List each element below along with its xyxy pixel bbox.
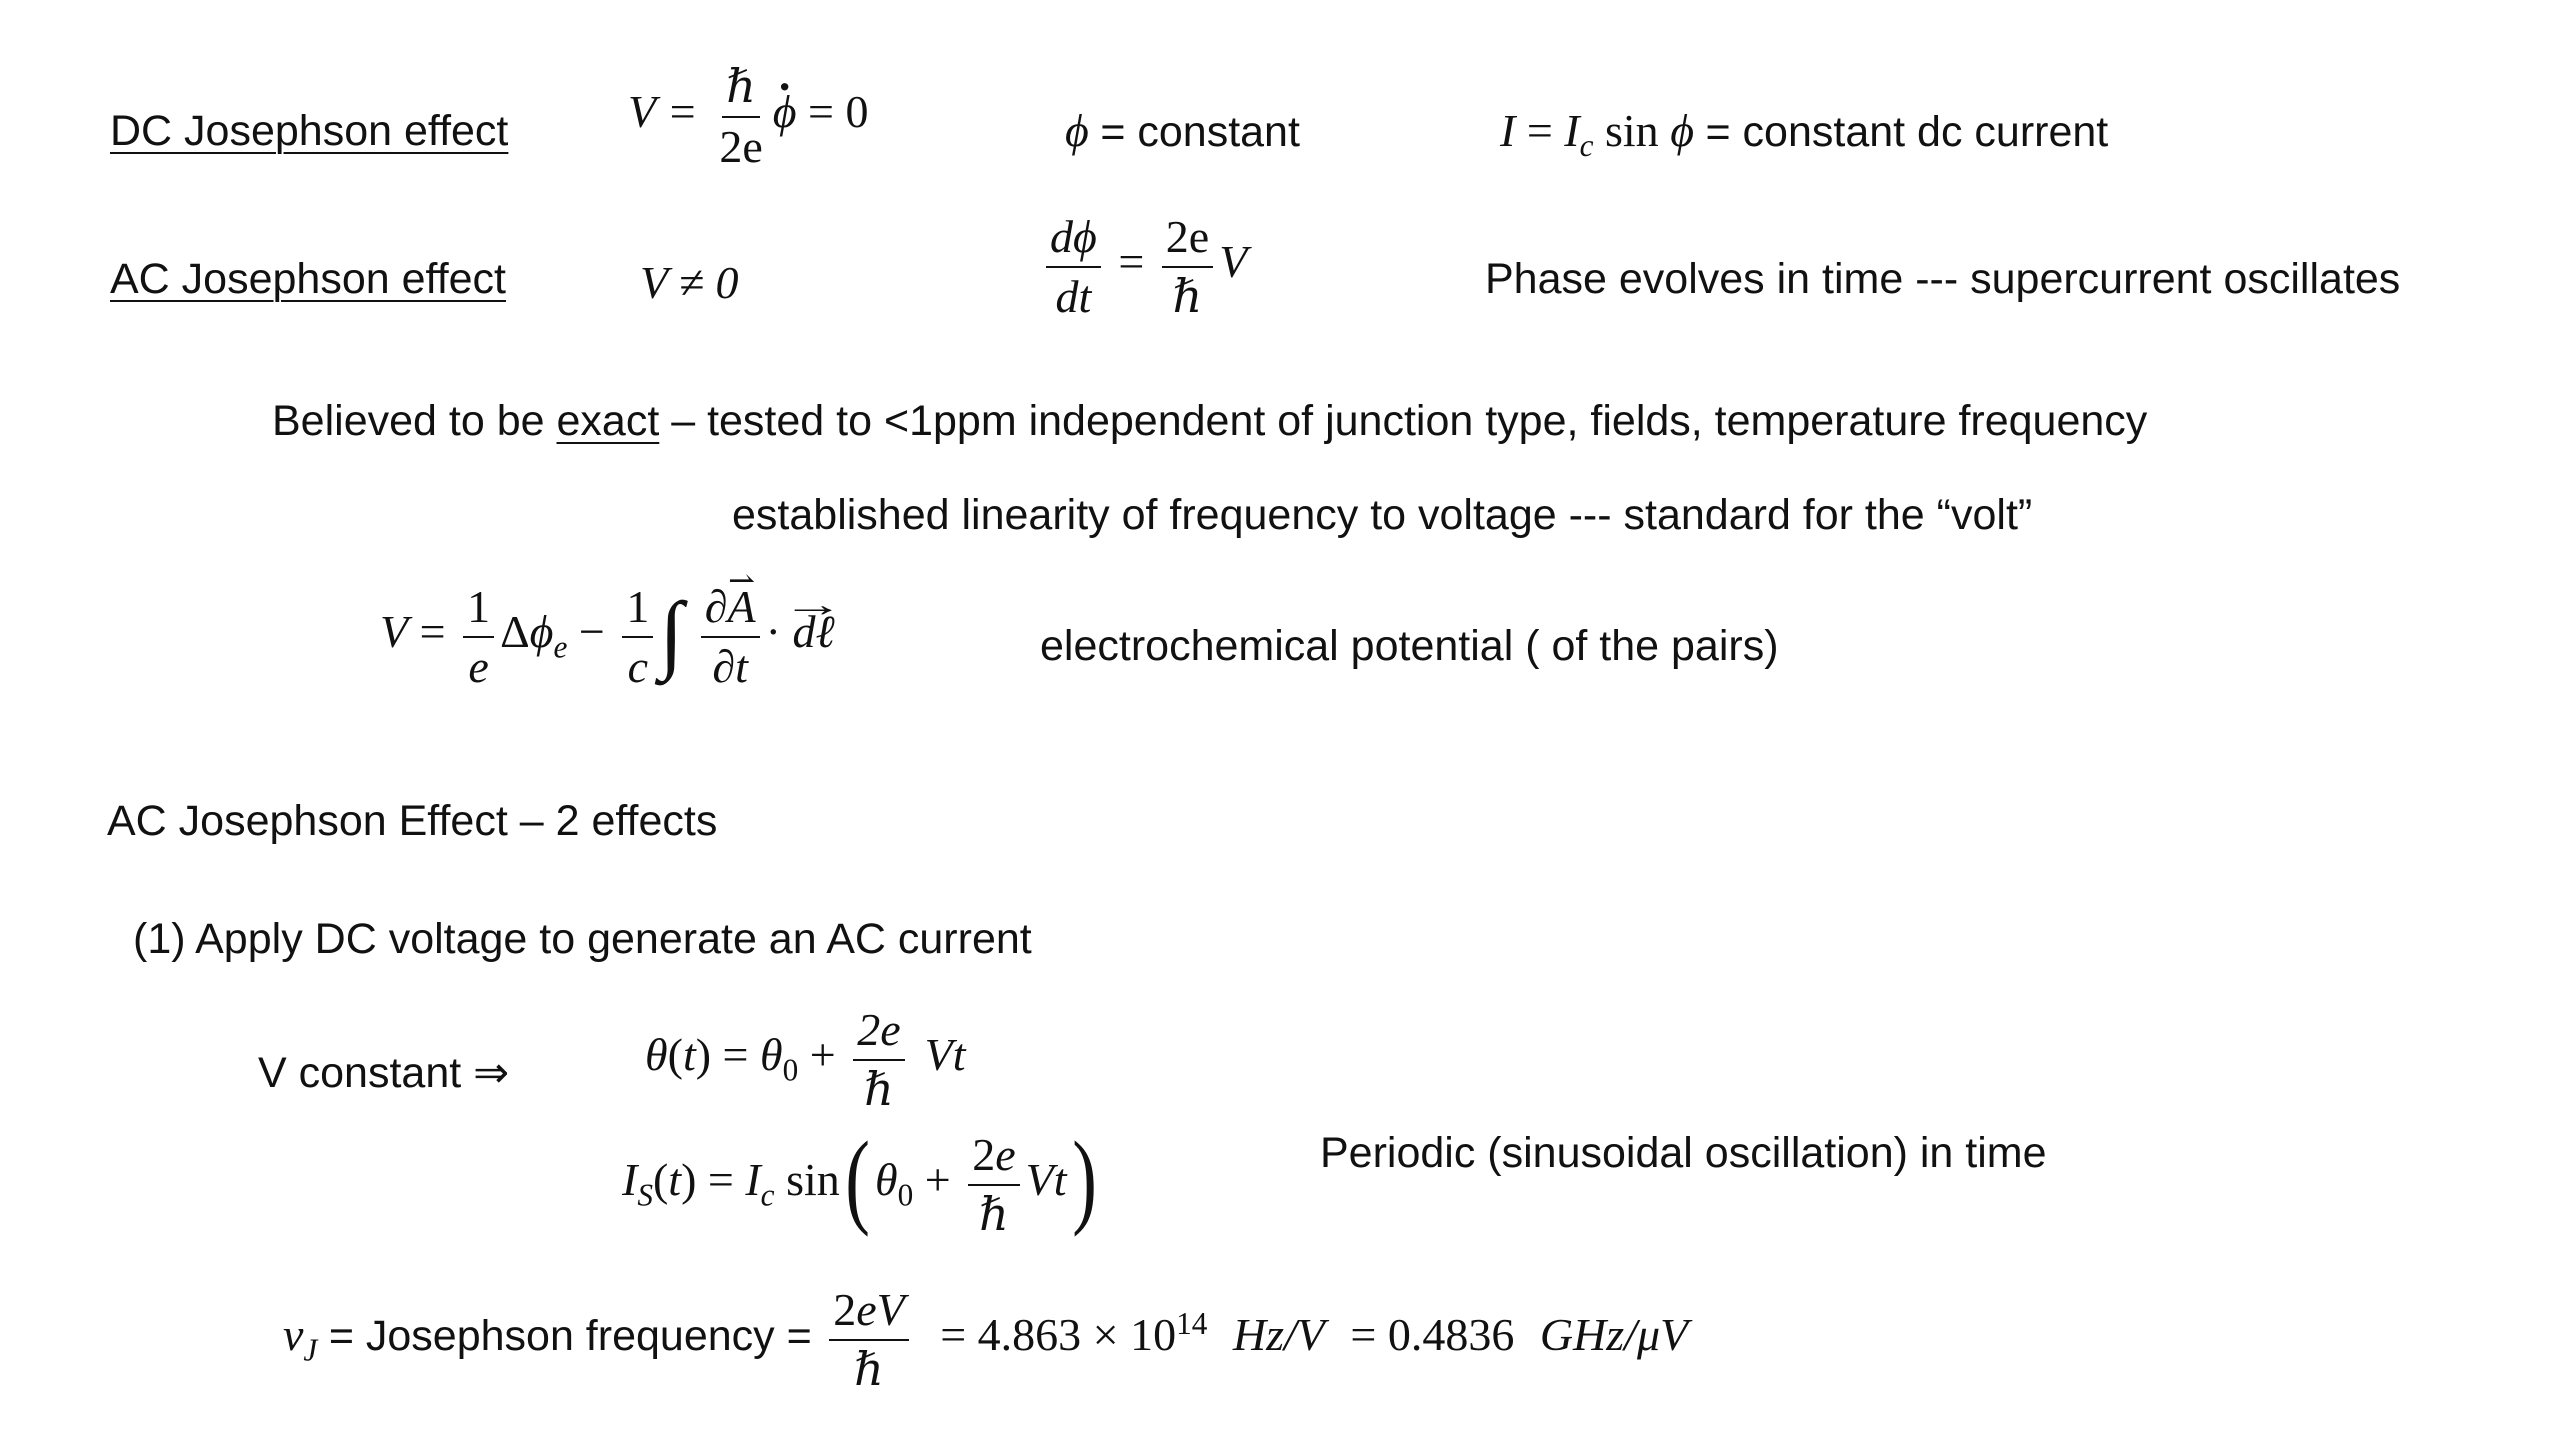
frac-num-2e: 2e: [1162, 212, 1213, 268]
frequency-exponent: 14: [1176, 1305, 1208, 1341]
periodic-description: Periodic (sinusoidal oscillation) in time: [1320, 1129, 2047, 1177]
phase-constant: [1065, 105, 1300, 156]
frac-den: 2e: [719, 120, 763, 172]
phase-evolution-equation: $\frac{d\phi}{dt}$ = $\frac{2e}{\text{ℏ}}$ V: [1040, 212, 1247, 321]
hbar-over-2e: [715, 62, 766, 171]
dphi: dϕ: [1046, 212, 1101, 268]
volt-standard-line: established linearity of frequency to voltage --- standard for the “volt”: [732, 491, 2033, 539]
frequency-unit-1: Hz/V: [1232, 1309, 1325, 1361]
ac-effect-label: AC Josephson effect: [110, 255, 507, 303]
2e-over-hbar-is: $\frac{2e}{\text{ℏ}}$: [968, 1130, 1019, 1239]
dA-dt: $\frac{\partial⇀ A}{\partial t}$: [701, 582, 760, 691]
exactness-emphasis: exact: [556, 397, 660, 445]
one-over-c: $\frac{1}{c}$: [622, 582, 653, 691]
section-title: AC Josephson Effect – 2 effects: [107, 797, 718, 845]
dc-eq-lhs: V =: [628, 86, 698, 138]
ac-voltage-text: V ≠ 0: [640, 257, 739, 308]
electrochemical-equation: V = $\frac{1}{e}$ $\Delta\phi_e$ − $\frac{1}{c}$ ∫ $\frac{\partial⇀ A}{\partial t}$ · → dℓ: [380, 582, 835, 691]
frac-num: ℏ: [722, 62, 760, 118]
dc-voltage-equation: [628, 62, 869, 171]
phi-dot: · ϕ: [773, 89, 797, 135]
phi-symbol: ϕ: [1065, 105, 1089, 156]
phase-constant-text: = constant: [1100, 108, 1300, 156]
2eV-over-hbar: $\frac{2eV}{\text{ℏ}}$: [829, 1285, 909, 1394]
exactness-line: [272, 397, 2148, 445]
one-over-e: $\frac{1}{e}$: [463, 582, 494, 691]
2e-over-hbar: [1162, 212, 1213, 321]
frequency-value-2: = 0.4836: [1350, 1309, 1515, 1361]
dc-current-equation: $I = I_c$ sin ϕ = constant dc current: [1500, 105, 2109, 164]
dc-eq-rhs: = 0: [808, 86, 869, 138]
frequency-unit-2: GHz/μV: [1539, 1309, 1689, 1361]
dc-effect-label: DC Josephson effect: [110, 107, 509, 155]
2e-over-hbar-theta: $\frac{2e}{\text{ℏ}}$: [853, 1005, 904, 1114]
supercurrent-equation: $I_S(t) = I_c$ sin( $\theta_0$ + $\frac{2e}{\text{ℏ}}$ Vt): [622, 1119, 1097, 1240]
exactness-suffix: – tested to <1ppm independent of junction type, fields, temperature frequency: [659, 397, 2148, 445]
dphi-dt: [1046, 212, 1101, 321]
josephson-frequency-equation: $\nu_J$ = Josephson frequency = $\frac{2eV}{\text{ℏ}}$ = $4.863 \times 10^{14}$ Hz/V = 0.4836 GHz/μV: [283, 1284, 1689, 1395]
item-1: (1) Apply DC voltage to generate an AC current: [133, 915, 1032, 963]
dt: dt: [1055, 270, 1092, 322]
frac-den-hbar: ℏ: [1172, 270, 1203, 322]
electrochemical-description: electrochemical potential ( of the pairs): [1040, 622, 1779, 670]
dc-current-text: = constant dc current: [1705, 108, 2109, 156]
ac-voltage-equation: [640, 257, 739, 308]
frequency-value-1: = 4.863 × 10: [940, 1309, 1177, 1361]
v-constant-label: V constant ⇒: [258, 1049, 510, 1097]
josephson-frequency-label: = Josephson frequency =: [328, 1312, 812, 1361]
theta-equation: $\theta(t) = \theta_0$ + $\frac{2e}{\text{ℏ}}$ Vt: [645, 1004, 966, 1115]
exactness-prefix: Believed to be: [272, 397, 557, 445]
ac-effect-description: Phase evolves in time --- supercurrent oscillates: [1485, 255, 2401, 303]
integral-sign: ∫: [659, 583, 684, 681]
